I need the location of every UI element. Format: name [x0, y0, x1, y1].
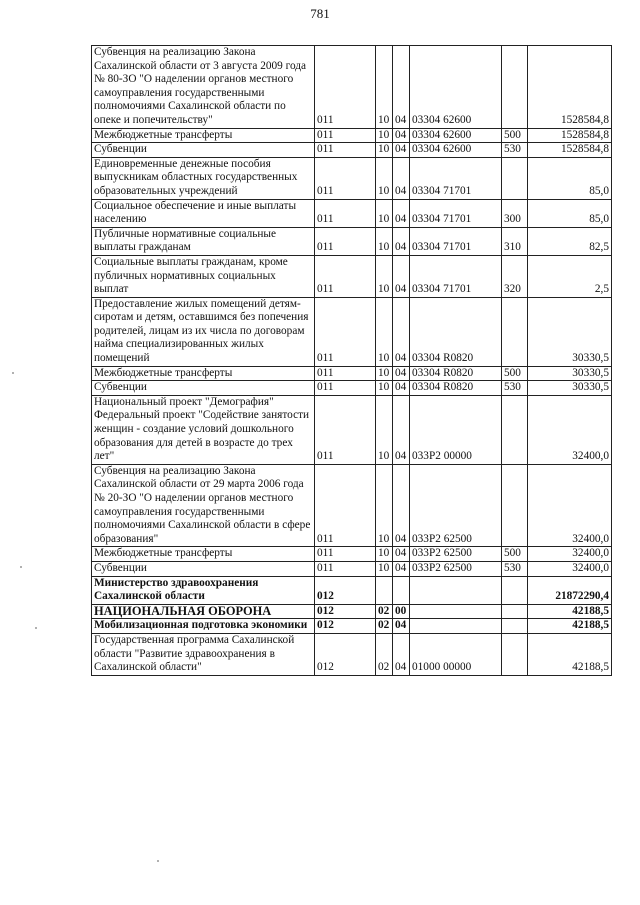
cell-subsection-code: 04: [393, 227, 410, 255]
table-row: [92, 297, 612, 366]
cell-section-code: 02: [376, 633, 393, 675]
cell-amount: 42188,5: [528, 619, 612, 634]
cell-name: Субвенция на реализацию Закона Сахалинской области от 3 августа 2009 года № 80-ЗО "О наделении органов местного самоуправления государственными полномочиями Сахалинской области по опеке и попечительству": [92, 46, 315, 129]
table-row: [92, 199, 612, 227]
table-row: [92, 227, 612, 255]
cell-expense-type: 500: [502, 128, 528, 143]
cell-subsection-code: 04: [393, 143, 410, 158]
table-row: [92, 157, 612, 199]
table-row: [92, 604, 612, 619]
cell-expense-type: 530: [502, 143, 528, 158]
cell-name: Предоставление жилых помещений детям-сиротам и детям, оставшимся без попечения родителей, лицам из их числа по договорам найма специализированных жилых помещений: [92, 297, 315, 366]
cell-expense-type: [502, 157, 528, 199]
cell-name: Межбюджетные трансферты: [92, 366, 315, 381]
cell-amount: 32400,0: [528, 395, 612, 464]
cell-section-code: 10: [376, 561, 393, 576]
cell-name: Субвенция на реализацию Закона Сахалинской области от 29 марта 2006 года № 20-ЗО "О наделении органов местного самоуправления государственными полномочиями Сахалинской области в сфере образования": [92, 464, 315, 547]
cell-ministry-code: 011: [315, 143, 376, 158]
cell-ministry-code: 011: [315, 157, 376, 199]
cell-expense-type: 310: [502, 227, 528, 255]
cell-amount: 1528584,8: [528, 46, 612, 129]
cell-subsection-code: 04: [393, 157, 410, 199]
cell-target-code: 03304 62600: [410, 143, 502, 158]
cell-ministry-code: 011: [315, 381, 376, 396]
cell-expense-type: 530: [502, 561, 528, 576]
cell-section-code: 02: [376, 604, 393, 619]
cell-target-code: [410, 604, 502, 619]
cell-section-code: 10: [376, 157, 393, 199]
cell-ministry-code: 011: [315, 395, 376, 464]
cell-expense-type: [502, 297, 528, 366]
scan-speck: [35, 627, 37, 629]
table-row: [92, 619, 612, 634]
cell-target-code: 033Р2 62500: [410, 547, 502, 562]
cell-subsection-code: [393, 576, 410, 604]
cell-expense-type: [502, 395, 528, 464]
cell-amount: 32400,0: [528, 464, 612, 547]
cell-expense-type: [502, 46, 528, 129]
table-row: [92, 547, 612, 562]
cell-target-code: 033Р2 00000: [410, 395, 502, 464]
cell-subsection-code: 04: [393, 366, 410, 381]
cell-section-code: 10: [376, 547, 393, 562]
cell-subsection-code: 04: [393, 255, 410, 297]
budget-table: [91, 45, 612, 676]
table-row: [92, 143, 612, 158]
cell-expense-type: [502, 619, 528, 634]
cell-expense-type: 500: [502, 366, 528, 381]
cell-target-code: 03304 71701: [410, 255, 502, 297]
cell-name: Субвенции: [92, 143, 315, 158]
table-row: [92, 128, 612, 143]
cell-amount: 82,5: [528, 227, 612, 255]
cell-target-code: 01000 00000: [410, 633, 502, 675]
cell-amount: 21872290,4: [528, 576, 612, 604]
cell-ministry-code: 011: [315, 464, 376, 547]
cell-target-code: 033Р2 62500: [410, 561, 502, 576]
cell-name: Публичные нормативные социальные выплаты гражданам: [92, 227, 315, 255]
cell-target-code: 03304 71701: [410, 227, 502, 255]
cell-amount: 1528584,8: [528, 143, 612, 158]
cell-ministry-code: 012: [315, 604, 376, 619]
cell-target-code: [410, 576, 502, 604]
cell-subsection-code: 00: [393, 604, 410, 619]
cell-amount: 85,0: [528, 157, 612, 199]
cell-subsection-code: 04: [393, 561, 410, 576]
cell-section-code: [376, 576, 393, 604]
cell-name: Межбюджетные трансферты: [92, 547, 315, 562]
cell-expense-type: [502, 633, 528, 675]
table-row: [92, 381, 612, 396]
cell-ministry-code: 011: [315, 547, 376, 562]
table-row: [92, 366, 612, 381]
page-number: 781: [310, 6, 330, 21]
cell-section-code: 10: [376, 464, 393, 547]
cell-subsection-code: 04: [393, 619, 410, 634]
cell-expense-type: 500: [502, 547, 528, 562]
table-row: [92, 395, 612, 464]
table-row: [92, 255, 612, 297]
cell-section-code: 10: [376, 227, 393, 255]
cell-name: Межбюджетные трансферты: [92, 128, 315, 143]
cell-ministry-code: 011: [315, 227, 376, 255]
cell-section-code: 10: [376, 143, 393, 158]
cell-name: Субвенции: [92, 381, 315, 396]
cell-amount: 42188,5: [528, 633, 612, 675]
cell-expense-type: 320: [502, 255, 528, 297]
cell-ministry-code: 011: [315, 255, 376, 297]
cell-ministry-code: 011: [315, 366, 376, 381]
cell-amount: 32400,0: [528, 561, 612, 576]
cell-name: Мобилизационная подготовка экономики: [92, 619, 315, 634]
cell-section-code: 02: [376, 619, 393, 634]
cell-target-code: 03304 R0820: [410, 381, 502, 396]
cell-section-code: 10: [376, 128, 393, 143]
cell-subsection-code: 04: [393, 464, 410, 547]
cell-amount: 30330,5: [528, 366, 612, 381]
cell-ministry-code: 011: [315, 128, 376, 143]
cell-name: Социальное обеспечение и иные выплаты населению: [92, 199, 315, 227]
cell-name: НАЦИОНАЛЬНАЯ ОБОРОНА: [92, 604, 315, 619]
cell-amount: 1528584,8: [528, 128, 612, 143]
cell-expense-type: [502, 576, 528, 604]
cell-amount: 32400,0: [528, 547, 612, 562]
cell-section-code: 10: [376, 199, 393, 227]
cell-name: Единовременные денежные пособия выпускникам областных государственных образовательных учреждений: [92, 157, 315, 199]
cell-expense-type: 530: [502, 381, 528, 396]
cell-section-code: 10: [376, 297, 393, 366]
cell-ministry-code: 012: [315, 633, 376, 675]
scan-speck: [20, 566, 22, 568]
scan-speck: [12, 372, 14, 374]
cell-section-code: 10: [376, 366, 393, 381]
cell-subsection-code: 04: [393, 633, 410, 675]
cell-name: Субвенции: [92, 561, 315, 576]
cell-name: Государственная программа Сахалинской области "Развитие здравоохранения в Сахалинской области": [92, 633, 315, 675]
cell-target-code: 03304 62600: [410, 128, 502, 143]
cell-subsection-code: 04: [393, 381, 410, 396]
cell-amount: 85,0: [528, 199, 612, 227]
cell-section-code: 10: [376, 381, 393, 396]
cell-section-code: 10: [376, 255, 393, 297]
table-row: [92, 464, 612, 547]
cell-target-code: 03304 71701: [410, 157, 502, 199]
cell-ministry-code: 011: [315, 561, 376, 576]
cell-amount: 2,5: [528, 255, 612, 297]
cell-amount: 30330,5: [528, 381, 612, 396]
budget-table-body: [92, 46, 612, 676]
cell-subsection-code: 04: [393, 395, 410, 464]
cell-subsection-code: 04: [393, 547, 410, 562]
cell-ministry-code: 011: [315, 46, 376, 129]
cell-target-code: 03304 71701: [410, 199, 502, 227]
cell-subsection-code: 04: [393, 128, 410, 143]
cell-expense-type: 300: [502, 199, 528, 227]
cell-amount: 30330,5: [528, 297, 612, 366]
table-row: [92, 561, 612, 576]
cell-target-code: [410, 619, 502, 634]
cell-subsection-code: 04: [393, 199, 410, 227]
cell-section-code: 10: [376, 46, 393, 129]
cell-ministry-code: 012: [315, 576, 376, 604]
table-row: [92, 576, 612, 604]
cell-target-code: 03304 62600: [410, 46, 502, 129]
cell-ministry-code: 011: [315, 199, 376, 227]
cell-ministry-code: 011: [315, 297, 376, 366]
cell-name: Министерство здравоохранения Сахалинской области: [92, 576, 315, 604]
cell-section-code: 10: [376, 395, 393, 464]
cell-target-code: 03304 R0820: [410, 297, 502, 366]
cell-target-code: 033Р2 62500: [410, 464, 502, 547]
cell-expense-type: [502, 464, 528, 547]
cell-ministry-code: 012: [315, 619, 376, 634]
scan-speck: [157, 860, 159, 862]
cell-subsection-code: 04: [393, 46, 410, 129]
cell-target-code: 03304 R0820: [410, 366, 502, 381]
cell-expense-type: [502, 604, 528, 619]
cell-amount: 42188,5: [528, 604, 612, 619]
cell-name: Социальные выплаты гражданам, кроме публичных нормативных социальных выплат: [92, 255, 315, 297]
cell-subsection-code: 04: [393, 297, 410, 366]
table-row: [92, 633, 612, 675]
table-row: [92, 46, 612, 129]
cell-name: Национальный проект "Демография" Федеральный проект "Содействие занятости женщин - создание условий дошкольного образования для детей в возрасте до трех лет": [92, 395, 315, 464]
